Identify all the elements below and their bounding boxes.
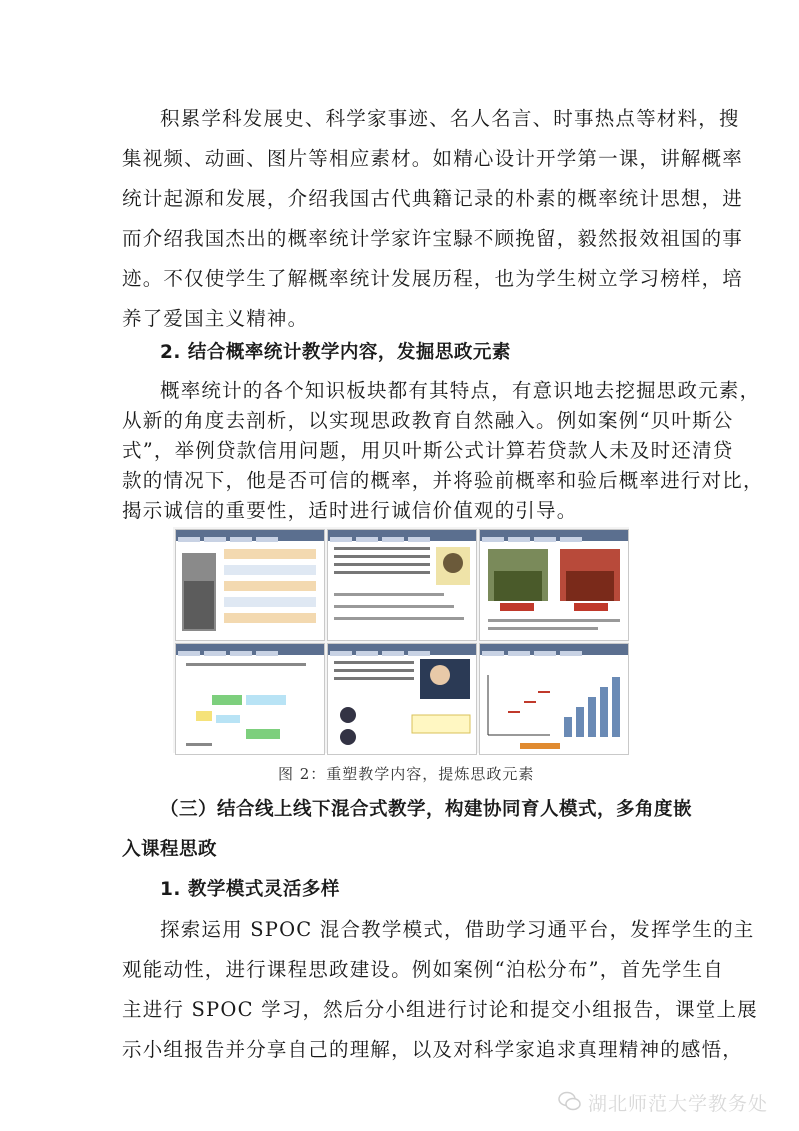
para3-line2: 观能动性，进行课程思政建设。例如案例“泊松分布”，首先学生自 bbox=[122, 958, 724, 981]
para1-line3: 统计起源和发展，介绍我国古代典籍记录的朴素的概率统计思想，进 bbox=[122, 187, 744, 210]
para3-line4: 示小组报告并分享自己的理解，以及对科学家追求真理精神的感悟， bbox=[122, 1038, 744, 1061]
section-heading-2: 2. 结合概率统计教学内容，发掘思政元素 bbox=[160, 342, 511, 363]
figure-caption: 图 2：重塑教学内容，提炼思政元素 bbox=[278, 765, 535, 783]
para2-line5: 揭示诚信的重要性，适时进行诚信价值观的引导。 bbox=[122, 499, 578, 522]
slide-6 bbox=[479, 643, 629, 755]
para2-line1: 概率统计的各个知识板块都有其特点，有意识地去挖掘思政元素， bbox=[160, 379, 761, 402]
slide-1 bbox=[175, 529, 325, 641]
para2-line3: 式”，举例贷款信用问题，用贝叶斯公式计算若贷款人未及时还清贷 bbox=[122, 439, 734, 462]
watermark-text: 湖北师范大学教务处 bbox=[588, 1093, 769, 1115]
slide-4 bbox=[175, 643, 325, 755]
slide-5 bbox=[327, 643, 477, 755]
para1-line1: 积累学科发展史、科学家事迹、名人名言、时事热点等材料，搜 bbox=[160, 107, 740, 130]
para2-line2: 从新的角度去剖析，以实现思政教育自然融入。例如案例“贝叶斯公 bbox=[122, 409, 734, 432]
para3-line1: 探索运用 SPOC 混合教学模式，借助学习通平台，发挥学生的主 bbox=[160, 918, 755, 941]
figure-slide-collage bbox=[173, 527, 629, 753]
slide-3 bbox=[479, 529, 629, 641]
para2-line4: 款的情况下，他是否可信的概率，并将验前概率和验后概率进行对比， bbox=[122, 469, 764, 492]
para1-line6: 养了爱国主义精神。 bbox=[122, 307, 309, 330]
para1-line2: 集视频、动画、图片等相应素材。如精心设计开学第一课，讲解概率 bbox=[122, 147, 744, 170]
slide-2 bbox=[327, 529, 477, 641]
para3-line3: 主进行 SPOC 学习，然后分小组进行讨论和提交小组报告，课堂上展 bbox=[122, 998, 758, 1021]
wechat-icon bbox=[558, 1090, 582, 1112]
subsection-heading: 1. 教学模式灵活多样 bbox=[160, 879, 340, 900]
section-heading-3-line1: （三）结合线上线下混合式教学，构建协同育人模式，多角度嵌 bbox=[160, 799, 693, 820]
section-heading-3-line2: 入课程思政 bbox=[122, 839, 218, 860]
para1-line5: 迹。不仅使学生了解概率统计发展历程，也为学生树立学习榜样，培 bbox=[122, 267, 744, 290]
para1-line4: 而介绍我国杰出的概率统计学家许宝騄不顾挽留，毅然报效祖国的事 bbox=[122, 227, 744, 250]
